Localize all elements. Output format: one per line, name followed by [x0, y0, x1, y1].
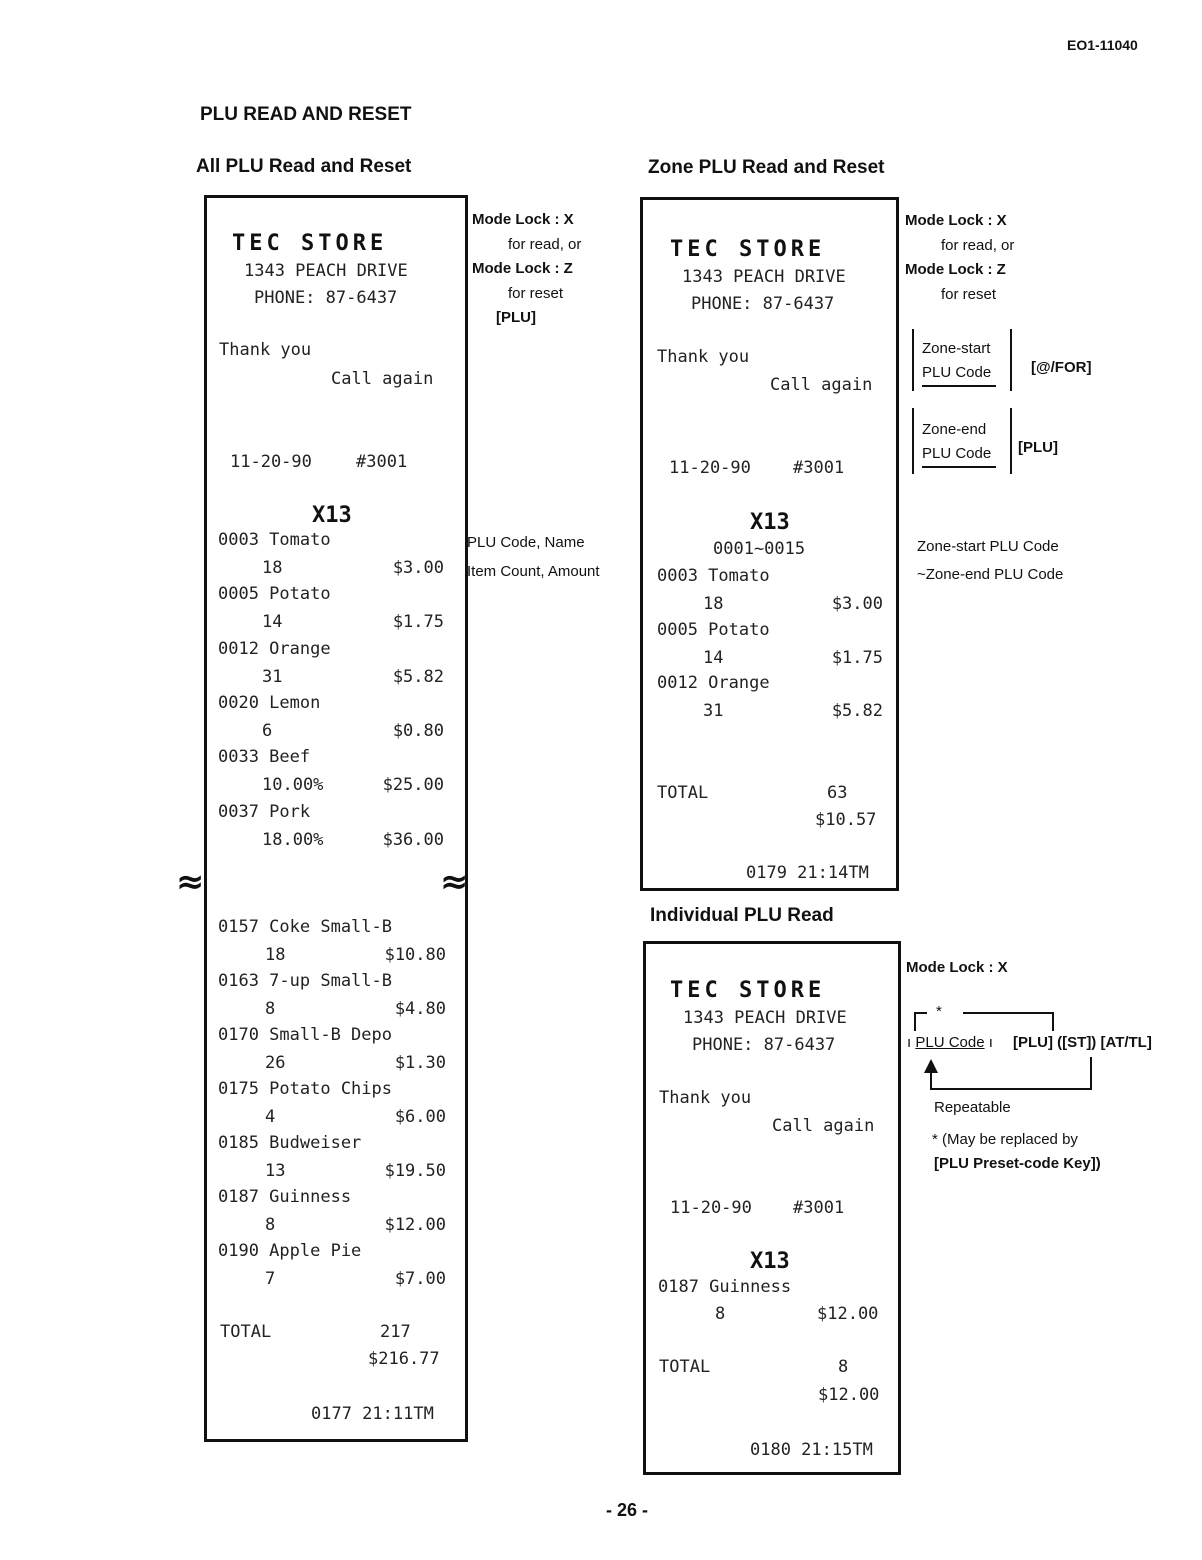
all-store-name: TEC STORE — [232, 231, 388, 256]
all-store-address: 1343 PEACH DRIVE — [244, 261, 408, 281]
indiv-replaced-note-2: [PLU Preset-code Key]) — [934, 1155, 1101, 1172]
item-amount: $12.00 — [384, 1215, 446, 1235]
indiv-total-label: TOTAL — [659, 1357, 711, 1377]
indiv-register: #3001 — [793, 1198, 845, 1218]
item-amount: $4.80 — [394, 999, 446, 1019]
indiv-total-amount: $12.00 — [818, 1385, 880, 1405]
zone-register: #3001 — [793, 458, 845, 478]
individual-plu-heading: Individual PLU Read — [650, 905, 834, 926]
item-name: 0163 7-up Small-B — [218, 971, 392, 991]
item-amount: $1.75 — [392, 612, 444, 633]
item-amount: $5.82 — [392, 666, 444, 687]
item-count: 31 — [703, 701, 724, 721]
indiv-replaced-note-1: * (May be replaced by — [932, 1131, 1078, 1148]
item-name: 0190 Apple Pie — [218, 1241, 362, 1261]
item-count: 18.00% — [262, 829, 324, 850]
all-for-reset: for reset — [508, 285, 564, 302]
zone-for-read: for read, or — [941, 237, 1015, 254]
all-note-plu-code-name: PLU Code, Name — [467, 534, 585, 551]
item-count: 14 — [703, 647, 724, 668]
page-number: - 26 - — [606, 1500, 649, 1520]
zone-mode-lock-z: Mode Lock : Z — [905, 261, 1006, 278]
break-mark-left: ≈ — [176, 862, 205, 902]
indiv-thanks: Thank you — [659, 1088, 752, 1108]
item-count: 31 — [262, 666, 283, 687]
item-count: 4 — [265, 1107, 276, 1127]
item-amount: $5.82 — [831, 701, 883, 721]
indiv-mode-lock-x: Mode Lock : X — [906, 959, 1008, 976]
item-count: 18 — [262, 558, 283, 578]
zone-start-code-box — [912, 329, 1012, 391]
all-plu-heading: All PLU Read and Reset — [196, 156, 412, 177]
indiv-mode: X13 — [750, 1249, 790, 1274]
repeat-loop-line — [931, 1057, 1091, 1089]
item-name: 0187 Guinness — [218, 1187, 352, 1207]
indiv-repeatable: Repeatable — [934, 1099, 1011, 1116]
zone-range: 0001~0015 — [713, 539, 806, 559]
item-count: 18 — [703, 594, 724, 614]
item-name: 0185 Budweiser — [218, 1133, 362, 1153]
item-count: 10.00% — [262, 775, 324, 796]
zone-total-count: 63 — [827, 783, 848, 803]
indiv-store-name: TEC STORE — [670, 978, 826, 1003]
item-name: 0005 Potato — [657, 619, 770, 640]
item-count: 18 — [265, 945, 286, 965]
zone-start-plu-code: PLU Code — [922, 361, 996, 387]
document-code: EO1-11040 — [1067, 37, 1138, 53]
all-store-phone: PHONE: 87-6437 — [254, 288, 398, 308]
zone-mode: X13 — [750, 510, 790, 535]
indiv-optional-asterisk: * — [936, 1003, 942, 1020]
item-name: 0157 Coke Small-B — [218, 917, 392, 937]
item-count: 8 — [265, 999, 276, 1019]
all-call-again: Call again — [331, 369, 434, 389]
item-name: 0175 Potato Chips — [218, 1079, 392, 1099]
indiv-footer: 0180 21:15TM — [750, 1440, 873, 1460]
zone-total-label: TOTAL — [657, 783, 709, 803]
all-total-count: 217 — [380, 1322, 411, 1342]
all-note-item-count-amount: Item Count, Amount — [467, 563, 600, 580]
break-mark-right: ≈ — [440, 862, 469, 902]
zone-store-address: 1343 PEACH DRIVE — [682, 267, 846, 287]
zone-end-label: Zone-end — [922, 421, 987, 438]
item-name: 0033 Beef — [218, 747, 311, 768]
item-count: 7 — [265, 1269, 276, 1289]
zone-plu-key: [PLU] — [1018, 439, 1058, 456]
item-amount: $1.75 — [831, 647, 883, 668]
all-register: #3001 — [356, 452, 408, 472]
zone-for-key: [@/FOR] — [1031, 359, 1092, 376]
item-amount: $25.00 — [382, 775, 444, 796]
item-amount: $1.30 — [394, 1053, 446, 1073]
arrow-up-icon — [924, 1059, 938, 1073]
item-amount: $19.50 — [384, 1161, 446, 1181]
item-amount: $6.00 — [394, 1107, 446, 1127]
item-amount: $0.80 — [392, 720, 444, 741]
item-name: 0005 Potato — [218, 584, 331, 605]
indiv-date: 11-20-90 — [670, 1198, 752, 1218]
item-amount: $7.00 — [394, 1269, 446, 1289]
all-thanks: Thank you — [219, 340, 312, 360]
zone-end-plu-code: PLU Code — [922, 442, 996, 468]
all-date: 11-20-90 — [230, 452, 312, 472]
zone-for-reset: for reset — [941, 286, 997, 303]
item-amount: $3.00 — [392, 558, 444, 578]
item-name: 0003 Tomato — [218, 530, 331, 550]
zone-mode-lock-x: Mode Lock : X — [905, 212, 1007, 229]
indiv-key-sequence: [PLU] ([ST]) [AT/TL] — [1013, 1034, 1152, 1051]
zone-range-note-1: Zone-start PLU Code — [917, 538, 1059, 555]
indiv-item-count: 8 — [715, 1304, 726, 1324]
item-name: 0020 Lemon — [218, 692, 321, 713]
all-mode: X13 — [312, 503, 352, 528]
all-total-amount: $216.77 — [368, 1349, 440, 1369]
indiv-store-phone: PHONE: 87-6437 — [692, 1035, 836, 1055]
zone-start-label: Zone-start — [922, 340, 991, 357]
item-name: 0170 Small-B Depo — [218, 1025, 392, 1045]
item-amount: $36.00 — [382, 829, 444, 850]
item-count: 6 — [262, 720, 273, 741]
item-count: 26 — [265, 1053, 286, 1073]
indiv-item-name: 0187 Guinness — [658, 1277, 792, 1297]
item-count: 14 — [262, 612, 283, 633]
zone-plu-heading: Zone PLU Read and Reset — [648, 157, 885, 178]
zone-call-again: Call again — [770, 375, 873, 395]
zone-footer: 0179 21:14TM — [746, 863, 869, 883]
indiv-item-amount: $12.00 — [817, 1304, 879, 1324]
zone-total-amount: $10.57 — [815, 810, 877, 830]
section-title: PLU READ AND RESET — [200, 104, 412, 125]
item-name: 0037 Pork — [218, 801, 311, 822]
zone-end-code-box — [912, 408, 1012, 474]
zone-range-note-2: ~Zone-end PLU Code — [917, 566, 1064, 583]
zone-store-name: TEC STORE — [670, 237, 826, 262]
indiv-call-again: Call again — [772, 1116, 875, 1136]
zone-date: 11-20-90 — [669, 458, 751, 478]
item-amount: $10.80 — [384, 945, 446, 965]
zone-store-phone: PHONE: 87-6437 — [691, 294, 835, 314]
item-name: 0012 Orange — [657, 673, 770, 693]
item-count: 8 — [265, 1215, 276, 1235]
indiv-plu-code: ı PLU Code ı — [907, 1034, 993, 1051]
all-plu-key: [PLU] — [496, 309, 536, 326]
indiv-total-count: 8 — [838, 1357, 849, 1377]
indiv-plu-code-label: PLU Code — [915, 1034, 985, 1051]
item-amount: $3.00 — [831, 594, 883, 614]
all-for-read: for read, or — [508, 236, 582, 253]
item-name: 0012 Orange — [218, 638, 331, 659]
all-total-label: TOTAL — [220, 1322, 272, 1342]
item-count: 13 — [265, 1161, 286, 1181]
indiv-store-address: 1343 PEACH DRIVE — [683, 1008, 847, 1028]
item-name: 0003 Tomato — [657, 566, 770, 586]
zone-thanks: Thank you — [657, 347, 750, 367]
all-mode-lock-x: Mode Lock : X — [472, 211, 574, 228]
all-mode-lock-z: Mode Lock : Z — [472, 260, 573, 277]
all-footer: 0177 21:11TM — [311, 1404, 434, 1424]
